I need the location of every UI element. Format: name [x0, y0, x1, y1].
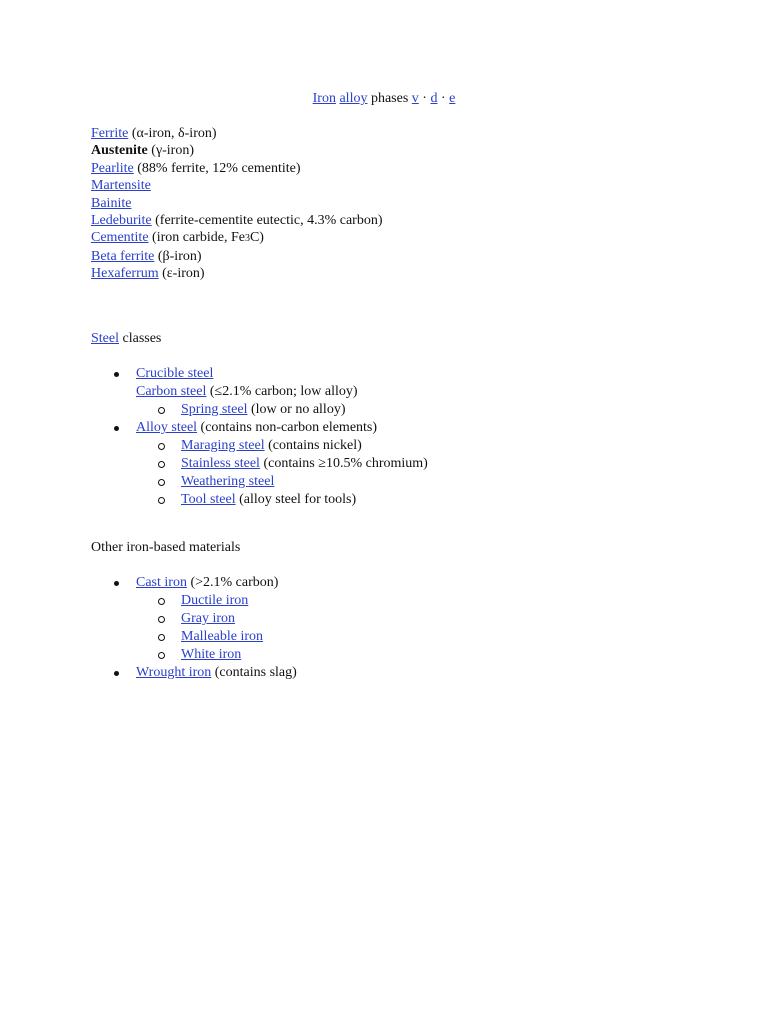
cast-iron-sublist — [136, 592, 297, 664]
pearlite-note: (88% ferrite, 12% cementite) — [137, 160, 301, 176]
cementite-subscript: 3 — [244, 233, 250, 245]
phase-item-pearlite — [91, 160, 383, 177]
white-iron-link[interactable]: White iron — [181, 647, 242, 662]
phases-text: phases — [370, 91, 409, 106]
list-item — [136, 592, 297, 610]
iron-link[interactable]: Iron — [312, 91, 336, 106]
list-item — [136, 401, 428, 419]
crucible-steel-link[interactable]: Crucible steel — [136, 366, 214, 381]
separator: · — [440, 91, 446, 106]
austenite-label: Austenite — [91, 143, 148, 159]
phase-item-cementite — [91, 229, 383, 247]
steel-heading-text: classes — [122, 331, 162, 346]
tool-steel-link[interactable]: Tool steel — [181, 492, 236, 507]
steel-list — [91, 365, 428, 509]
alloy-steel-link[interactable]: Alloy steel — [136, 420, 198, 435]
steel-link[interactable]: Steel — [91, 331, 119, 346]
spring-steel-note: (low or no alloy) — [251, 402, 346, 417]
hexaferrum-link[interactable]: Hexaferrum — [91, 266, 159, 282]
stainless-steel-link[interactable]: Stainless steel — [181, 456, 260, 471]
beta-ferrite-link[interactable]: Beta ferrite — [91, 248, 155, 264]
carbon-steel-note: (≤2.1% carbon; low alloy) — [209, 384, 358, 399]
hexaferrum-note: (ε-iron) — [162, 266, 205, 282]
discuss-link[interactable]: d — [430, 91, 438, 106]
list-item — [136, 473, 428, 491]
malleable-iron-link[interactable]: Malleable iron — [181, 629, 264, 644]
ferrite-link[interactable]: Ferrite — [91, 126, 129, 141]
cementite-note — [152, 230, 264, 245]
wrought-iron-link[interactable]: Wrought iron — [136, 665, 212, 680]
cementite-note-end: C) — [249, 230, 264, 246]
weathering-steel-link[interactable]: Weathering steel — [181, 474, 275, 489]
ductile-iron-link[interactable]: Ductile iron — [181, 593, 249, 608]
phase-item-bainite — [91, 195, 383, 212]
cementite-link[interactable]: Cementite — [91, 230, 149, 246]
carbon-steel-link[interactable]: Carbon steel — [136, 384, 207, 399]
list-item — [136, 610, 297, 628]
list-item — [91, 664, 297, 682]
bainite-link[interactable]: Bainite — [91, 195, 132, 211]
list-item — [91, 419, 428, 509]
alloy-steel-sublist — [136, 437, 428, 509]
phase-item-ledeburite — [91, 212, 383, 229]
list-item — [136, 646, 297, 664]
ledeburite-note: (ferrite-cementite eutectic, 4.3% carbon) — [155, 213, 383, 229]
maraging-steel-note: (contains nickel) — [268, 438, 362, 453]
list-item — [91, 574, 297, 664]
phase-item-hexaferrum — [91, 265, 383, 282]
phase-list — [91, 125, 383, 283]
list-item — [136, 437, 428, 455]
carbon-steel-sublist — [136, 401, 428, 419]
stainless-steel-note: (contains ≥10.5% chromium) — [263, 456, 428, 471]
separator: · — [422, 91, 427, 106]
ferrite-note: (α-iron, δ-iron) — [131, 126, 217, 141]
wrought-iron-note: (contains slag) — [214, 665, 297, 680]
view-link[interactable]: v — [411, 91, 419, 106]
cementite-note-start: (iron carbide, Fe — [152, 230, 245, 246]
phase-item-beta-ferrite — [91, 248, 383, 265]
austenite-note: (γ-iron) — [151, 143, 195, 159]
spring-steel-link[interactable]: Spring steel — [181, 402, 248, 417]
phase-item-martensite — [91, 177, 383, 194]
ledeburite-link[interactable]: Ledeburite — [91, 213, 152, 229]
list-item — [136, 491, 428, 509]
martensite-link[interactable]: Martensite — [91, 178, 151, 194]
phase-item-austenite — [91, 142, 383, 159]
phase-item-ferrite — [91, 125, 383, 142]
other-materials-heading: Other iron-based materials — [91, 540, 241, 555]
list-item — [91, 365, 428, 419]
tool-steel-note: (alloy steel for tools) — [239, 492, 357, 507]
list-item — [136, 628, 297, 646]
steel-classes-heading — [91, 330, 161, 348]
other-materials-list — [91, 574, 297, 682]
pearlite-link[interactable]: Pearlite — [91, 160, 134, 176]
navbox-title — [0, 90, 768, 108]
alloy-steel-note: (contains non-carbon elements) — [200, 420, 378, 435]
alloy-link[interactable]: alloy — [339, 91, 368, 106]
gray-iron-link[interactable]: Gray iron — [181, 611, 236, 626]
cast-iron-link[interactable]: Cast iron — [136, 575, 187, 590]
cast-iron-note: (>2.1% carbon) — [190, 575, 279, 590]
maraging-steel-link[interactable]: Maraging steel — [181, 438, 265, 453]
beta-ferrite-note: (β-iron) — [157, 248, 202, 264]
edit-link[interactable]: e — [449, 91, 456, 106]
list-item — [136, 455, 428, 473]
